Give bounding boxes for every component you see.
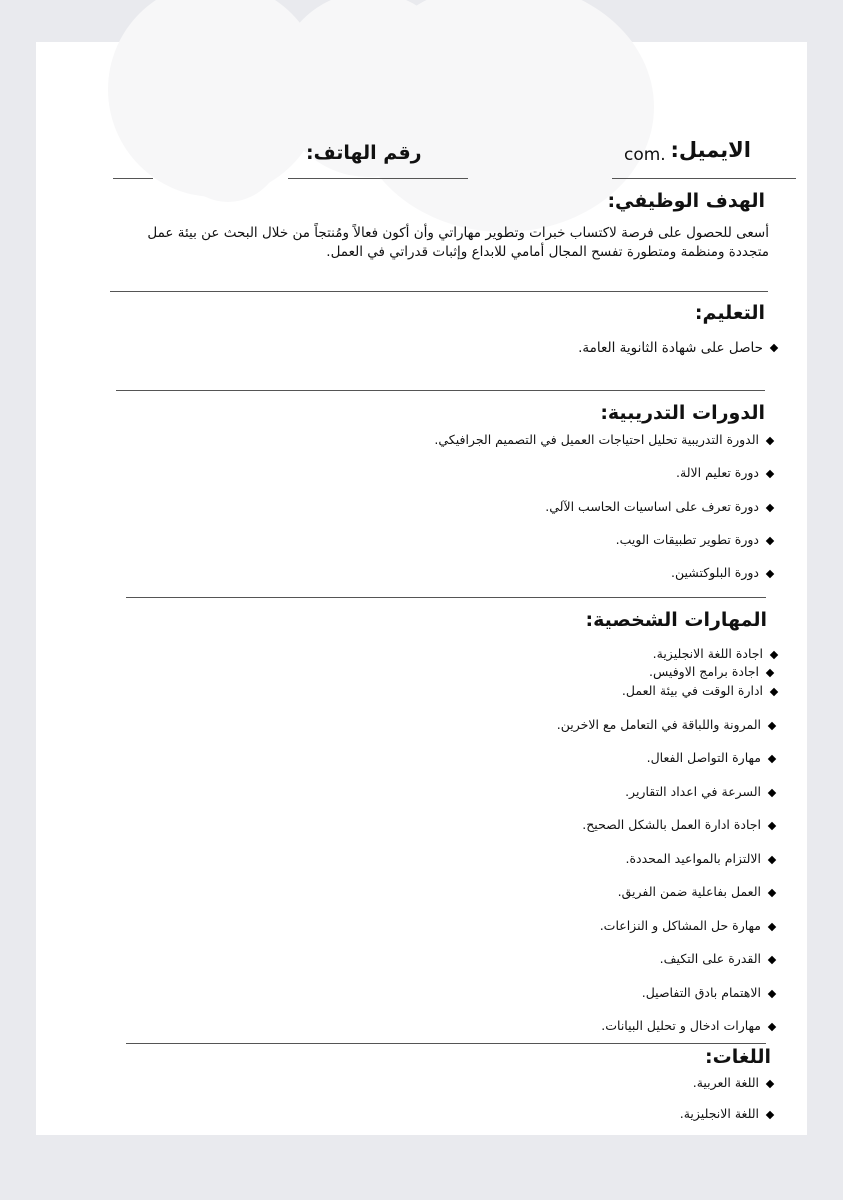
- bullet-icon: [768, 1022, 776, 1030]
- objective-heading: الهدف الوظيفي:: [607, 190, 765, 212]
- list-item: مهارات ادخال و تحليل البيانات.: [601, 1018, 775, 1033]
- list-item: اجادة ادارة العمل بالشكل الصحيح.: [582, 817, 775, 832]
- list-item: اللغة الانجليزية.: [680, 1106, 773, 1121]
- email-underline: [612, 178, 796, 179]
- bullet-icon: [766, 1079, 774, 1087]
- list-item: مهارة التواصل الفعال.: [647, 750, 775, 765]
- bullet-icon: [766, 569, 774, 577]
- list-item: حاصل على شهادة الثانوية العامة.: [578, 340, 777, 356]
- list-item: اجادة برامج الاوفيس.: [649, 664, 773, 679]
- list-item: العمل بفاعلية ضمن الفريق.: [618, 884, 775, 899]
- education-heading: التعليم:: [694, 302, 765, 324]
- contact-underline-left: [113, 178, 153, 179]
- list-item: الدورة التدريبية تحليل احتياجات العميل في التصميم الجرافيكي.: [434, 432, 773, 447]
- phone-label: رقم الهاتف:: [306, 142, 422, 164]
- list-item: الالتزام بالمواعيد المحددة.: [625, 851, 775, 866]
- phone-underline: [288, 178, 468, 179]
- list-item: مهارة حل المشاكل و النزاعات.: [600, 918, 775, 933]
- resume-page: [36, 42, 807, 1135]
- bullet-icon: [766, 536, 774, 544]
- list-item: دورة تطوير تطبيقات الويب.: [616, 532, 773, 547]
- bullet-icon: [768, 855, 776, 863]
- bullet-icon: [768, 955, 776, 963]
- bullet-icon: [768, 888, 776, 896]
- bullet-icon: [768, 989, 776, 997]
- list-item: السرعة في اعداد التقارير.: [625, 784, 775, 799]
- bullet-icon: [770, 344, 778, 352]
- bullet-icon: [766, 503, 774, 511]
- section-divider: [126, 1043, 766, 1044]
- bullet-icon: [770, 687, 778, 695]
- bullet-icon: [768, 754, 776, 762]
- bullet-icon: [768, 922, 776, 930]
- list-item: دورة البلوكتشين.: [671, 565, 773, 580]
- bullet-icon: [768, 721, 776, 729]
- list-item: دورة تعليم الالة.: [676, 465, 773, 480]
- bullet-icon: [766, 1110, 774, 1118]
- list-item: اجادة اللغة الانجليزية.: [653, 646, 777, 661]
- list-item: القدرة على التكيف.: [660, 951, 775, 966]
- list-item: دورة تعرف على اساسيات الحاسب الآلي.: [545, 499, 773, 514]
- section-divider: [126, 597, 766, 598]
- objective-text: أسعى للحصول على فرصة لاكتساب خبرات وتطوير مهاراتي وأن أكون فعالاً ومُنتجاً من خلال البحث عن بيئة عمل متجددة ومنظمة ومتطورة تفسح المجال أمامي للابداع وإثبات قدراتي في العمل.: [147, 225, 769, 260]
- bullet-icon: [768, 821, 776, 829]
- email-value: com.: [624, 145, 666, 165]
- list-item: ادارة الوقت في بيئة العمل.: [622, 683, 777, 698]
- bullet-icon: [766, 469, 774, 477]
- list-item: الاهتمام بادق التفاصيل.: [642, 985, 775, 1000]
- email-label: الايميل:: [670, 138, 751, 162]
- bullet-icon: [766, 436, 774, 444]
- bullet-icon: [768, 788, 776, 796]
- languages-heading: اللغات:: [705, 1046, 771, 1068]
- bullet-icon: [766, 668, 774, 676]
- courses-heading: الدورات التدريبية:: [600, 402, 765, 424]
- list-item: اللغة العربية.: [693, 1075, 773, 1090]
- skills-heading: المهارات الشخصية:: [585, 609, 767, 631]
- section-divider: [116, 390, 765, 391]
- section-divider: [110, 291, 768, 292]
- redaction-blob: [168, 62, 288, 202]
- bullet-icon: [770, 650, 778, 658]
- list-item: المرونة واللباقة في التعامل مع الاخرين.: [557, 717, 775, 732]
